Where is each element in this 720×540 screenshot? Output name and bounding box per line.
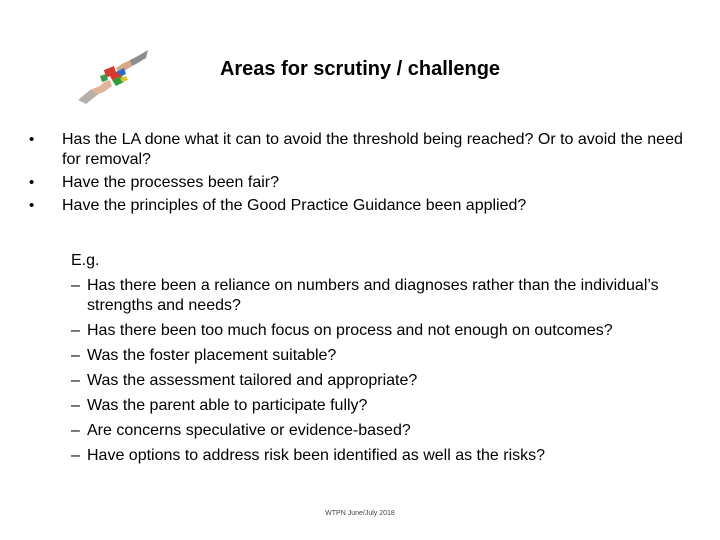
example-item: [71, 421, 691, 441]
example-list: [71, 276, 691, 466]
bullet-text: Have the principles of the Good Practice Guidance been applied?: [62, 197, 527, 214]
example-text: Was the parent able to participate fully?: [87, 397, 368, 414]
handshake-puzzle-image: [76, 46, 150, 106]
example-text: Was the foster placement suitable?: [87, 347, 337, 364]
dash-icon: –: [71, 277, 80, 294]
example-item: [71, 396, 691, 416]
bullet-icon: •: [29, 131, 35, 148]
bullet-item: [26, 173, 686, 193]
example-item: [71, 346, 691, 366]
bullet-icon: •: [29, 197, 35, 214]
bullet-icon: •: [29, 174, 35, 191]
example-item: [71, 371, 691, 391]
example-text: Have options to address risk been identified as well as the risks?: [87, 447, 546, 464]
bullet-item: [26, 196, 686, 216]
bullet-list: [26, 130, 686, 219]
example-item: [71, 321, 691, 341]
example-text: Was the assessment tailored and appropriate?: [87, 372, 418, 389]
example-text: Has there been too much focus on process and not enough on outcomes?: [87, 322, 613, 339]
example-text: Has there been a reliance on numbers and diagnoses rather than the individual’s strengths and needs?: [87, 277, 659, 314]
example-block: [71, 251, 691, 471]
dash-icon: –: [71, 372, 80, 389]
example-item: [71, 446, 691, 466]
bullet-text: Have the processes been fair?: [62, 174, 280, 191]
dash-icon: –: [71, 397, 80, 414]
slide-footer: WTPN June/July 2018: [325, 510, 395, 517]
dash-icon: –: [71, 347, 80, 364]
bullet-item: [26, 130, 686, 170]
example-item: [71, 276, 691, 316]
example-label: E.g.: [71, 252, 100, 269]
dash-icon: –: [71, 447, 80, 464]
slide-title: Areas for scrutiny / challenge: [219, 58, 501, 80]
example-text: Are concerns speculative or evidence-based?: [87, 422, 411, 439]
bullet-text: Has the LA done what it can to avoid the threshold being reached? Or to avoid the need for removal?: [62, 131, 683, 168]
dash-icon: –: [71, 322, 80, 339]
dash-icon: –: [71, 422, 80, 439]
